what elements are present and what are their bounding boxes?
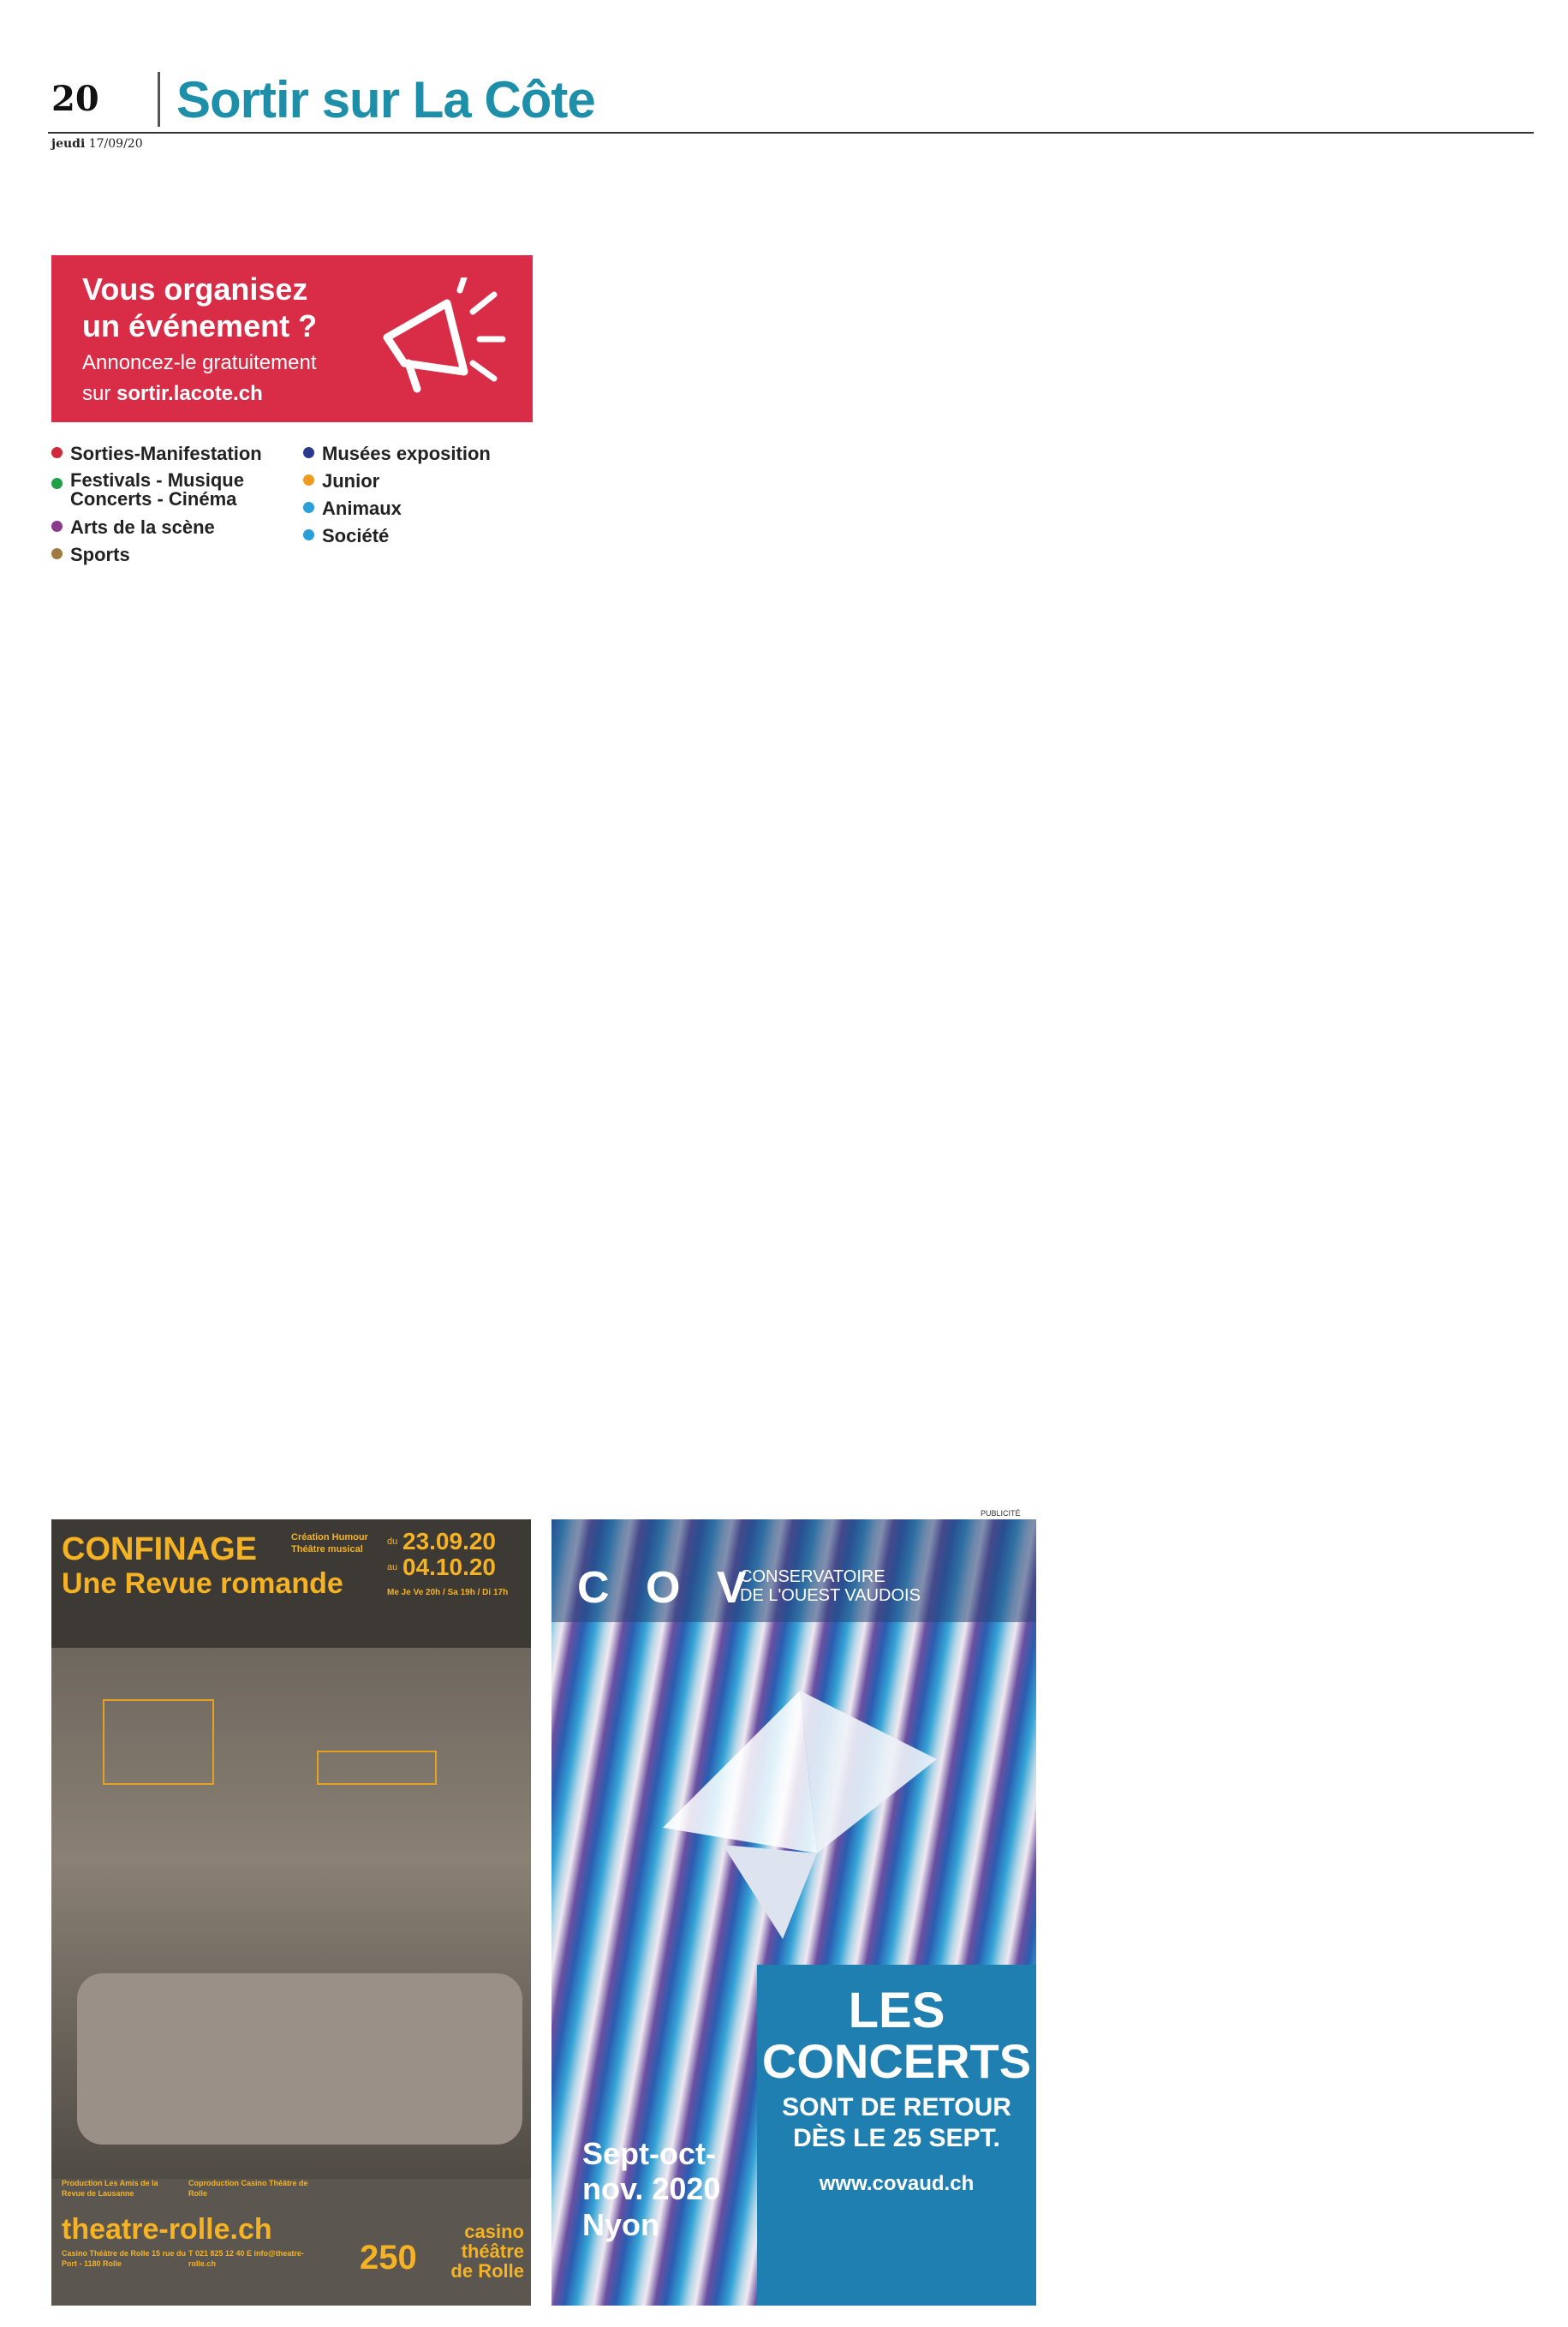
legend-label: Junior [322,469,380,492]
legend-item [51,468,267,510]
ad-brand-2: théâtre [461,2240,524,2263]
megaphone-icon [370,277,507,397]
ad-title: CONFINAGE [62,1531,257,1567]
ad-brand-3: de Rolle [450,2260,524,2282]
legend-dot [51,478,63,489]
legend-item [303,522,491,550]
promo-box[interactable] [51,255,533,422]
ad-site[interactable]: theatre-rolle.ch [62,2213,272,2246]
legend-dot [303,529,314,540]
ad-anniversary: 250 [360,2239,417,2276]
ad-cov-concerts: CONCERTS [761,2034,1032,2088]
legend-left [51,440,267,569]
ad-contact: T 021 825 12 40 E info@theatre-rolle.ch [188,2249,304,2268]
legend-label: Sports [70,543,130,565]
legend-dot [303,502,314,513]
legend-item [51,541,267,569]
issue-date [51,137,143,151]
ad-date-from: 23.09.20 [402,1528,496,1554]
ad-cov-city: Nyon [582,2206,659,2242]
legend-dot [51,521,63,532]
header-divider [158,72,160,127]
ad-cov-name [740,1567,921,1605]
legend-label: Arts de la scène [70,516,215,538]
paper-bird-icon [646,1656,954,1965]
legend-item [51,440,267,468]
issue-date-value: 17/09/20 [88,137,143,151]
ad-cov-site[interactable]: www.covaud.ch [819,2172,975,2195]
ad-date-to: 04.10.20 [402,1554,496,1580]
ad-cov-retour-1: SONT DE RETOUR [782,2093,1011,2121]
ad-production: Production Les Amis de la Revue de Lausanne [62,2179,158,2198]
legend-item [51,514,267,541]
ad-subtitle: Une Revue romande [62,1567,343,1600]
ad-cov-name-1: CONSERVATOIRE [740,1567,885,1586]
legend-dot [303,447,314,458]
ad-coproduction: Coproduction Casino Théâtre de Rolle [188,2179,308,2198]
ad-genre: Création Humour Théâtre musical [291,1532,368,1555]
legend-dot [303,474,314,486]
ad-au: au [387,1562,398,1572]
legend-dot [51,548,63,559]
promo-sub-prefix: sur [82,382,111,405]
legend-item [303,440,491,468]
issue-day: jeudi [51,137,86,151]
ad-photo [51,1648,531,2179]
ad-cov-season [582,2136,720,2242]
ad-cov-name-2: DE L'OUEST VAUDOIS [740,1586,921,1605]
ad-times: Me Je Ve 20h / Sa 19h / Di 17h [387,1588,509,1597]
ad-brand-1: casino [464,2221,524,2242]
legend-item [303,468,491,495]
ad-cov-retour-2: DÈS LE 25 SEPT. [793,2124,1000,2152]
legend-label: Sorties-Manifestation [70,443,262,464]
legend-right [303,440,491,550]
ad-photo-frame [103,1699,214,1785]
legend-dot [51,447,63,458]
ad-confinage[interactable] [51,1519,531,2306]
ad-address: Casino Théâtre de Rolle 15 rue du Port - 1180 Rolle [62,2249,187,2268]
promo-title-1: Vous organisez [82,271,308,307]
legend-label: Animaux [322,497,402,519]
page-header [48,67,1534,134]
legend-label: Festivals - Musique Concerts - Cinéma [70,468,244,510]
promo-sub-1: Annoncez-le gratuitement [82,351,317,374]
page-number: 20 [51,79,99,119]
legend-item [303,495,491,522]
ad-photo-frame [317,1751,437,1785]
promo-subtitle [82,348,317,409]
legend-label: Musées exposition [322,443,491,464]
ad-photo-sofa [77,1973,522,2145]
section-title: Sortir sur La Côte [176,71,595,128]
promo-site-link[interactable]: sortir.lacote.ch [116,382,263,405]
ad-cov-season-2: nov. 2020 [582,2171,721,2207]
ad-cov-season-1: Sept-oct- [582,2136,716,2171]
publicite-label: PUBLICITÉ [981,1509,1021,1518]
ad-cov[interactable] [551,1519,1036,2306]
ad-du: du [387,1536,398,1547]
ad-brand [428,2222,524,2281]
promo-title [82,271,317,344]
legend-label: Société [322,524,390,546]
ad-cov-logo: C O V [577,1563,759,1613]
ad-cov-les: LES [848,1983,945,2038]
promo-title-2: un événement ? [82,308,318,344]
